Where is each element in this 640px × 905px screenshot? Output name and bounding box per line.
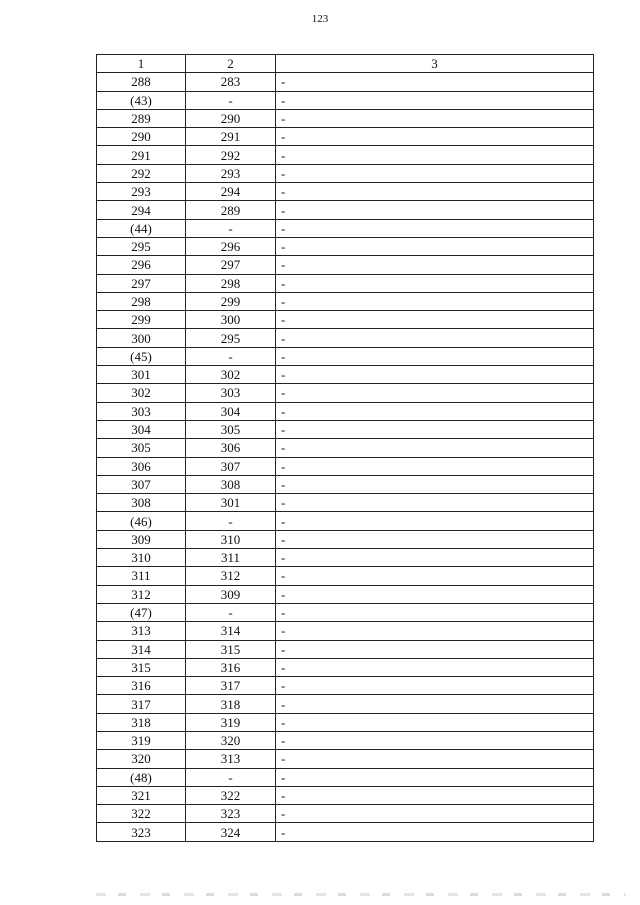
table-row (97, 658, 594, 676)
table-row (97, 677, 594, 695)
table-cell-col-3: - (276, 603, 594, 621)
table-cell-col-3: - (276, 567, 594, 585)
table-row (97, 768, 594, 786)
table-cell-col-3: - (276, 183, 594, 201)
table-cell-col-2: 299 (186, 292, 276, 310)
table-row (97, 146, 594, 164)
table-cell-col-3: - (276, 731, 594, 749)
table-cell-col-2: 304 (186, 402, 276, 420)
table-row (97, 457, 594, 475)
table-row (97, 512, 594, 530)
table-cell-col-2: 316 (186, 658, 276, 676)
table-cell-col-2: 292 (186, 146, 276, 164)
table-cell-col-2: - (186, 91, 276, 109)
table-cell-col-1: 313 (97, 622, 186, 640)
table-cell-col-1: 299 (97, 311, 186, 329)
table-cell-col-2: 295 (186, 329, 276, 347)
table-row (97, 311, 594, 329)
table-cell-col-3: - (276, 622, 594, 640)
table-cell-col-1: (48) (97, 768, 186, 786)
table-cell-col-2: 283 (186, 73, 276, 91)
table-cell-col-2: 305 (186, 420, 276, 438)
table-cell-col-1: 295 (97, 237, 186, 255)
table-cell-col-2: 303 (186, 384, 276, 402)
table-cell-col-2: 311 (186, 549, 276, 567)
table-cell-col-2: 294 (186, 183, 276, 201)
table-cell-col-3: - (276, 329, 594, 347)
table-cell-col-2: 290 (186, 109, 276, 127)
table-cell-col-2: 306 (186, 439, 276, 457)
table-cell-col-3: - (276, 713, 594, 731)
table-row (97, 640, 594, 658)
table-cell-col-3: - (276, 768, 594, 786)
table-cell-col-3: - (276, 640, 594, 658)
table-cell-col-1: 320 (97, 750, 186, 768)
table-row (97, 91, 594, 109)
table-cell-col-1: 310 (97, 549, 186, 567)
table-cell-col-1: 305 (97, 439, 186, 457)
table-cell-col-1: 300 (97, 329, 186, 347)
table-cell-col-2: 301 (186, 494, 276, 512)
table-row (97, 823, 594, 841)
table-cell-col-3: - (276, 219, 594, 237)
table-row (97, 402, 594, 420)
table-cell-col-1: 323 (97, 823, 186, 841)
table-row (97, 366, 594, 384)
table-cell-col-3: - (276, 201, 594, 219)
table-cell-col-2: 291 (186, 128, 276, 146)
table-row (97, 201, 594, 219)
table-row (97, 439, 594, 457)
table-cell-col-1: 307 (97, 475, 186, 493)
table-cell-col-3: - (276, 494, 594, 512)
column-header-2: 2 (186, 55, 276, 73)
header-row (97, 55, 594, 73)
table-cell-col-1: 308 (97, 494, 186, 512)
table-cell-col-2: 308 (186, 475, 276, 493)
table-row (97, 622, 594, 640)
table-cell-col-2: 317 (186, 677, 276, 695)
table-cell-col-3: - (276, 658, 594, 676)
table-cell-col-2: - (186, 603, 276, 621)
table-cell-col-2: 297 (186, 256, 276, 274)
table-row (97, 73, 594, 91)
table-cell-col-2: 318 (186, 695, 276, 713)
table-cell-col-2: 313 (186, 750, 276, 768)
table-row (97, 256, 594, 274)
table-row (97, 237, 594, 255)
table-cell-col-1: 291 (97, 146, 186, 164)
table-body (97, 73, 594, 841)
table-cell-col-1: 315 (97, 658, 186, 676)
table-cell-col-3: - (276, 805, 594, 823)
table-row (97, 731, 594, 749)
table-cell-col-3: - (276, 366, 594, 384)
table-cell-col-3: - (276, 677, 594, 695)
table-cell-col-3: - (276, 73, 594, 91)
table-cell-col-3: - (276, 457, 594, 475)
table-cell-col-3: - (276, 384, 594, 402)
table-cell-col-3: - (276, 439, 594, 457)
table-row (97, 530, 594, 548)
table-row (97, 183, 594, 201)
table-cell-col-1: 288 (97, 73, 186, 91)
table-cell-col-1: 296 (97, 256, 186, 274)
table-cell-col-2: 296 (186, 237, 276, 255)
table-row (97, 292, 594, 310)
table-cell-col-1: 317 (97, 695, 186, 713)
table-cell-col-1: 316 (97, 677, 186, 695)
table-cell-col-3: - (276, 292, 594, 310)
table-cell-col-2: 289 (186, 201, 276, 219)
table-cell-col-3: - (276, 402, 594, 420)
table-cell-col-3: - (276, 750, 594, 768)
table-cell-col-3: - (276, 530, 594, 548)
table-row (97, 805, 594, 823)
table-row (97, 549, 594, 567)
table-row (97, 164, 594, 182)
table-cell-col-1: 319 (97, 731, 186, 749)
table-row (97, 274, 594, 292)
table-cell-col-1: 293 (97, 183, 186, 201)
table-cell-col-1: 302 (97, 384, 186, 402)
table-cell-col-3: - (276, 237, 594, 255)
table-cell-col-3: - (276, 109, 594, 127)
table-cell-col-1: (46) (97, 512, 186, 530)
table-cell-col-2: - (186, 347, 276, 365)
table-cell-col-3: - (276, 585, 594, 603)
table-cell-col-1: 292 (97, 164, 186, 182)
table-cell-col-3: - (276, 128, 594, 146)
table-cell-col-1: (43) (97, 91, 186, 109)
table-cell-col-1: 321 (97, 786, 186, 804)
table-cell-col-2: 310 (186, 530, 276, 548)
table-cell-col-1: (44) (97, 219, 186, 237)
table-row (97, 384, 594, 402)
table-row (97, 109, 594, 127)
data-table (96, 54, 594, 842)
table-cell-col-1: 294 (97, 201, 186, 219)
table-cell-col-3: - (276, 164, 594, 182)
table-cell-col-1: 322 (97, 805, 186, 823)
table-cell-col-1: 312 (97, 585, 186, 603)
table-cell-col-2: 312 (186, 567, 276, 585)
table-row (97, 786, 594, 804)
table-cell-col-1: 314 (97, 640, 186, 658)
table-header (97, 55, 594, 73)
table-cell-col-3: - (276, 274, 594, 292)
table-cell-col-1: 309 (97, 530, 186, 548)
table-cell-col-1: 311 (97, 567, 186, 585)
table-cell-col-2: 322 (186, 786, 276, 804)
table-cell-col-2: 320 (186, 731, 276, 749)
table-cell-col-2: 302 (186, 366, 276, 384)
table-cell-col-2: 314 (186, 622, 276, 640)
table-cell-col-3: - (276, 311, 594, 329)
table-cell-col-1: 318 (97, 713, 186, 731)
table-cell-col-3: - (276, 146, 594, 164)
table-cell-col-2: 315 (186, 640, 276, 658)
table-cell-col-3: - (276, 420, 594, 438)
table-cell-col-1: 306 (97, 457, 186, 475)
table-cell-col-3: - (276, 347, 594, 365)
table-cell-col-1: 297 (97, 274, 186, 292)
table-cell-col-3: - (276, 91, 594, 109)
table-cell-col-3: - (276, 256, 594, 274)
table-cell-col-2: - (186, 512, 276, 530)
table-cell-col-1: 298 (97, 292, 186, 310)
table-cell-col-2: - (186, 768, 276, 786)
table-cell-col-3: - (276, 786, 594, 804)
table-row (97, 695, 594, 713)
table-cell-col-3: - (276, 549, 594, 567)
scan-artifact (96, 893, 626, 896)
table-row (97, 603, 594, 621)
table-cell-col-3: - (276, 475, 594, 493)
table-cell-col-2: 293 (186, 164, 276, 182)
table-cell-col-2: 323 (186, 805, 276, 823)
table-row (97, 219, 594, 237)
table-cell-col-3: - (276, 695, 594, 713)
table-cell-col-1: (45) (97, 347, 186, 365)
table-row (97, 713, 594, 731)
table-row (97, 347, 594, 365)
table-row (97, 585, 594, 603)
table-row (97, 494, 594, 512)
table-row (97, 128, 594, 146)
table-cell-col-1: 289 (97, 109, 186, 127)
table-cell-col-2: 319 (186, 713, 276, 731)
table-row (97, 750, 594, 768)
table-cell-col-1: 290 (97, 128, 186, 146)
table-cell-col-2: 324 (186, 823, 276, 841)
page-number: 123 (311, 13, 329, 25)
table-cell-col-1: 301 (97, 366, 186, 384)
table-row (97, 475, 594, 493)
column-header-3: 3 (276, 55, 594, 73)
table-cell-col-3: - (276, 512, 594, 530)
table-row (97, 420, 594, 438)
column-header-1: 1 (97, 55, 186, 73)
table-cell-col-2: 307 (186, 457, 276, 475)
table-cell-col-2: 298 (186, 274, 276, 292)
table-cell-col-3: - (276, 823, 594, 841)
table-cell-col-2: - (186, 219, 276, 237)
table-cell-col-2: 309 (186, 585, 276, 603)
table-cell-col-1: 303 (97, 402, 186, 420)
table-row (97, 567, 594, 585)
table-cell-col-1: 304 (97, 420, 186, 438)
table-row (97, 329, 594, 347)
table-cell-col-2: 300 (186, 311, 276, 329)
table-cell-col-1: (47) (97, 603, 186, 621)
